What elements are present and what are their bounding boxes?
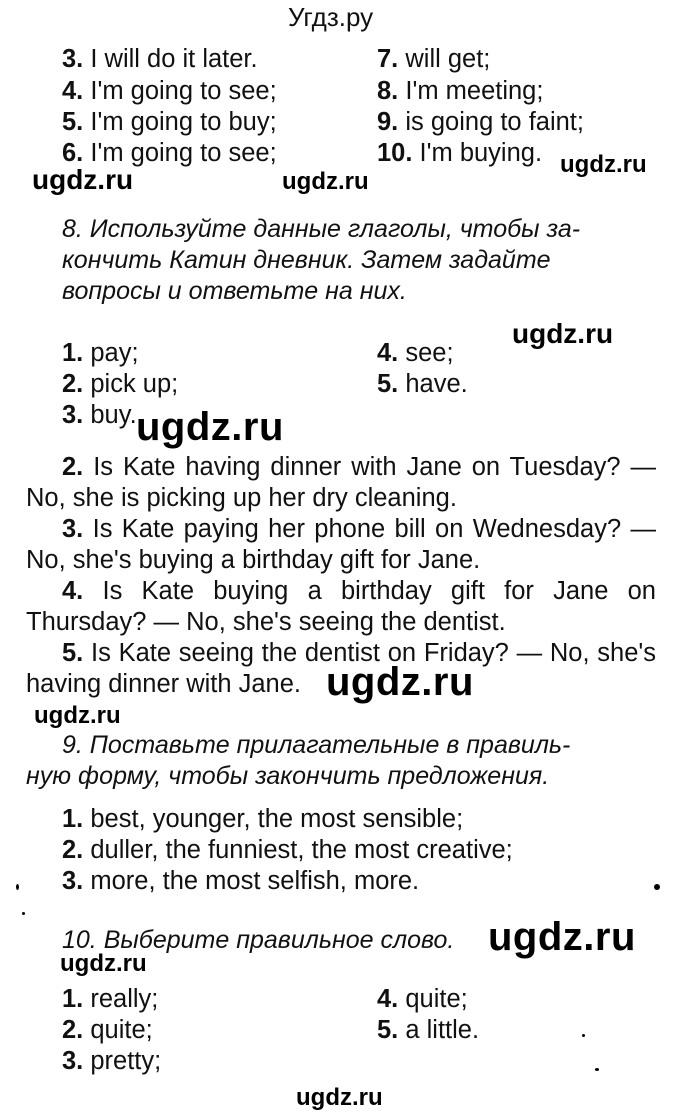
answer-item: 3. pretty; — [62, 1047, 162, 1075]
answer-item: 3. more, the most selfish, more. — [62, 867, 420, 895]
task-text: кончить Катин дневник. Затем задайте — [62, 246, 551, 274]
task-text: ную форму, чтобы закончить предложения. — [26, 762, 550, 790]
page-title: Угдз.ру — [288, 2, 374, 32]
answer-item: 4. quite; — [377, 985, 468, 1013]
answer-line: No, she is picking up her dry cleaning. — [26, 484, 457, 512]
answer-item: 9. is going to faint; — [377, 108, 584, 136]
answer-line: 5. Is Kate seeing the dentist on Friday? — No, she's — [62, 639, 656, 667]
task-text: 9. Поставьте прилагательные в правиль- — [62, 731, 571, 759]
answer-line: 3. Is Kate paying her phone bill on Wednesday? — — [62, 515, 656, 543]
watermark: ugdz.ru — [32, 164, 134, 195]
answer-item: 5. have. — [377, 370, 468, 398]
answer-item: 2. pick up; — [62, 370, 179, 398]
answer-item: 1. really; — [62, 985, 159, 1013]
answer-line: having dinner with Jane. — [26, 670, 302, 698]
answer-item: 8. I'm meeting; — [377, 77, 544, 105]
answer-line: 2. Is Kate having dinner with Jane on Tuesday? — — [62, 453, 656, 481]
answer-line: Thursday? — No, she's seeing the dentist. — [26, 608, 506, 636]
watermark: ugdz.ru — [488, 915, 636, 959]
answer-item: 2. duller, the funniest, the most creative; — [62, 836, 513, 864]
answer-item: 2. quite; — [62, 1016, 153, 1044]
task-text: 8. Используйте данные глаголы, чтобы за- — [62, 215, 581, 243]
answer-item: 3. buy. — [62, 401, 137, 429]
answer-line: No, she's buying a birthday gift for Jane. — [26, 546, 481, 574]
task-text: 10. Выберите правильное слово. — [62, 926, 455, 954]
watermark: ugdz.ru — [512, 318, 614, 349]
watermark: ugdz.ru — [326, 660, 474, 704]
watermark: ugdz.ru — [282, 168, 369, 195]
watermark: ugdz.ru — [296, 1084, 383, 1111]
answer-item: 1. pay; — [62, 339, 139, 367]
answer-item: 10. I'm buying. — [377, 139, 543, 167]
answer-item: 6. I'm going to see; — [62, 139, 277, 167]
watermark: ugdz.ru — [136, 405, 284, 449]
answer-item: 4. I'm going to see; — [62, 77, 277, 105]
answer-item: 5. a little. — [377, 1016, 480, 1044]
watermark: ugdz.ru — [60, 950, 147, 977]
scan-speck — [22, 912, 25, 915]
answer-item: 5. I'm going to buy; — [62, 108, 277, 136]
watermark: ugdz.ru — [560, 151, 647, 178]
scan-speck — [16, 884, 19, 890]
answer-item: 3. I will do it later. — [62, 45, 258, 73]
answer-item: 7. will get; — [377, 45, 491, 73]
scan-speck — [654, 884, 660, 890]
answer-item: 1. best, younger, the most sensible; — [62, 805, 464, 833]
watermark: ugdz.ru — [34, 702, 121, 729]
answer-line: 4. Is Kate buying a birthday gift for Jane on — [62, 577, 656, 605]
task-text: вопросы и ответьте на них. — [62, 277, 407, 305]
scan-speck — [582, 1034, 585, 1037]
answer-item: 4. see; — [377, 339, 454, 367]
scan-speck — [595, 1068, 599, 1071]
